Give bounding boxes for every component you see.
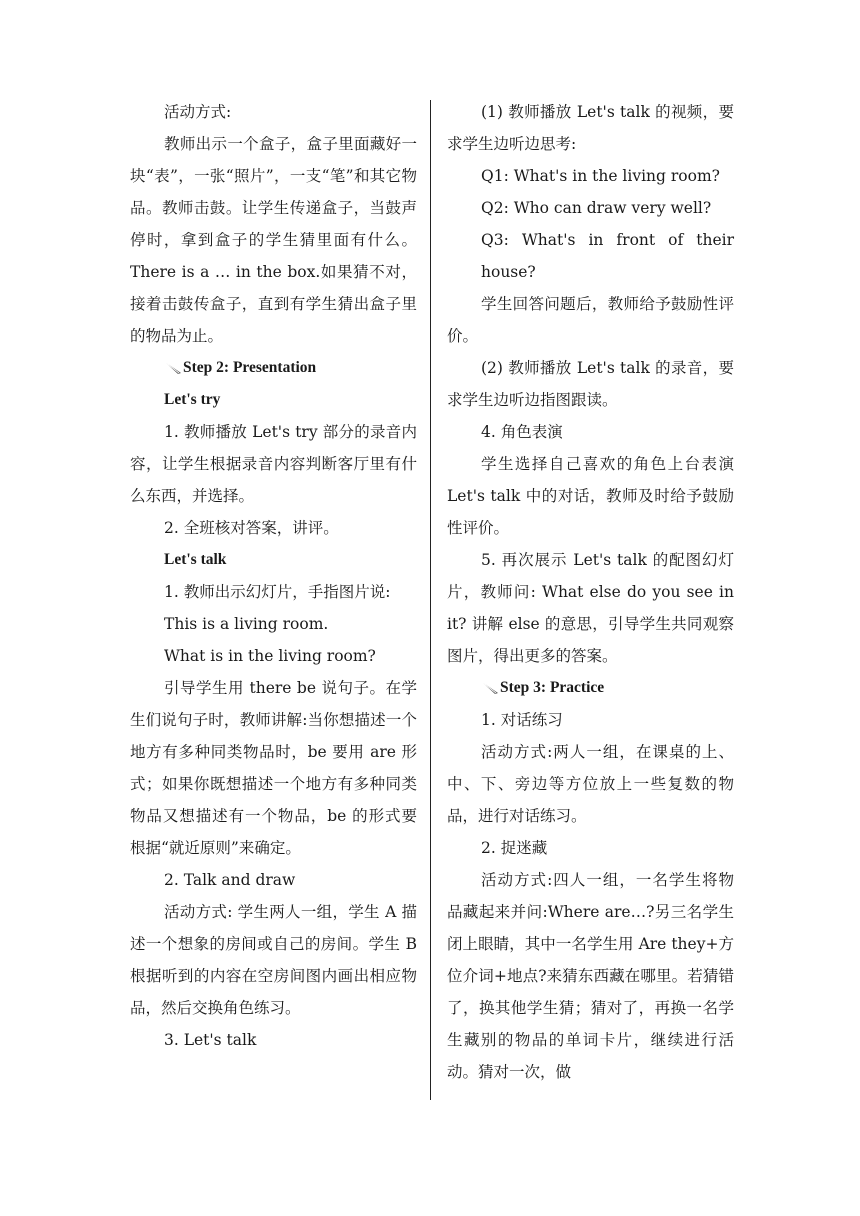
column-divider (430, 100, 431, 1100)
step3-title: Step 3: Practice (500, 679, 605, 696)
slideshow-paragraph: 5. 再次展示 Let's talk 的配图幻灯片，教师问: What else do you see in it? 讲解 else 的意思，引导学生共同观察图片，得出更多的答案。 (447, 551, 734, 665)
box-game-paragraph: 教师出示一个盒子，盒子里面藏好一块“表”，一张“照片”，一支“笔”和其它物品。教师击鼓。让学生传递盒子，当鼓声停时，拿到盒子的学生猜里面有什么。There is a … in the box.如果猜不对，接着击鼓传盒子，直到有学生猜出盒子里的物品为止。 (130, 135, 417, 345)
dialogue-practice-activity: 活动方式:两人一组，在课桌的上、中、下、旁边等方位放上一些复数的物品，进行对话练习。 (447, 743, 734, 825)
video-instruction: (1) 教师播放 Let's talk 的视频，要求学生边听边思考: (447, 103, 734, 153)
lets-talk-item-1: 1. 教师出示幻灯片，手指图片说: (164, 583, 391, 601)
recording-instruction: (2) 教师播放 Let's talk 的录音，要求学生边听边指图跟读。 (447, 359, 734, 409)
quill-icon (481, 681, 499, 695)
talk-and-draw-heading: 2. Talk and draw (164, 871, 296, 889)
lets-try-item-2: 2. 全班核对答案，讲评。 (164, 519, 339, 537)
quill-icon (164, 361, 182, 375)
lets-talk-item-3: 3. Let's talk (164, 1031, 257, 1049)
lets-talk-heading: Let's talk (164, 551, 227, 568)
step2-heading (130, 352, 417, 384)
lets-try-heading: Let's try (164, 391, 221, 408)
right-column (447, 96, 734, 1088)
step3-heading (447, 672, 734, 704)
example-sentence-1: This is a living room. (164, 615, 329, 633)
question-2: Q2: Who can draw very well? (481, 199, 712, 217)
step2-title: Step 2: Presentation (183, 359, 317, 376)
example-sentence-2: What is in the living room? (164, 647, 376, 665)
talk-and-draw-activity: 活动方式: 学生两人一组，学生 A 描述一个想象的房间或自己的房间。学生 B 根据听到的内容在空房间图内画出相应物品，然后交换角色练习。 (130, 903, 417, 1017)
left-column (130, 96, 417, 1056)
question-3: Q3: What's in front of their house? (481, 231, 734, 281)
feedback-paragraph: 学生回答问题后，教师给予鼓励性评价。 (447, 295, 734, 345)
role-play-paragraph: 学生选择自己喜欢的角色上台表演 Let's talk 中的对话，教师及时给予鼓励性评价。 (447, 455, 734, 537)
question-1: Q1: What's in the living room? (481, 167, 720, 185)
there-be-explanation: 引导学生用 there be 说句子。在学生们说句子时，教师讲解:当你想描述一个地方有多种同类物品时，be 要用 are 形式；如果你既想描述一个地方有多种同类物品又想描述有一个物品，be 的形式要根据“就近原则”来确定。 (130, 679, 417, 857)
lets-try-item-1: 1. 教师播放 Let's try 部分的录音内容，让学生根据录音内容判断客厅里有什么东西，并选择。 (130, 423, 417, 505)
hide-and-seek-heading: 2. 捉迷藏 (481, 839, 548, 857)
role-play-heading: 4. 角色表演 (481, 423, 563, 441)
activity-method-label: 活动方式: (164, 103, 232, 121)
hide-and-seek-activity: 活动方式:四人一组，一名学生将物品藏起来并问:Where are…?另三名学生闭上眼睛，其中一名学生用 Are they+方位介词+地点?来猜东西藏在哪里。若猜错了，换其他学生猜；猜对了，再换一名学生藏别的物品的单词卡片，继续进行活动。猜对一次，做 (447, 871, 734, 1081)
dialogue-practice-heading: 1. 对话练习 (481, 711, 563, 729)
